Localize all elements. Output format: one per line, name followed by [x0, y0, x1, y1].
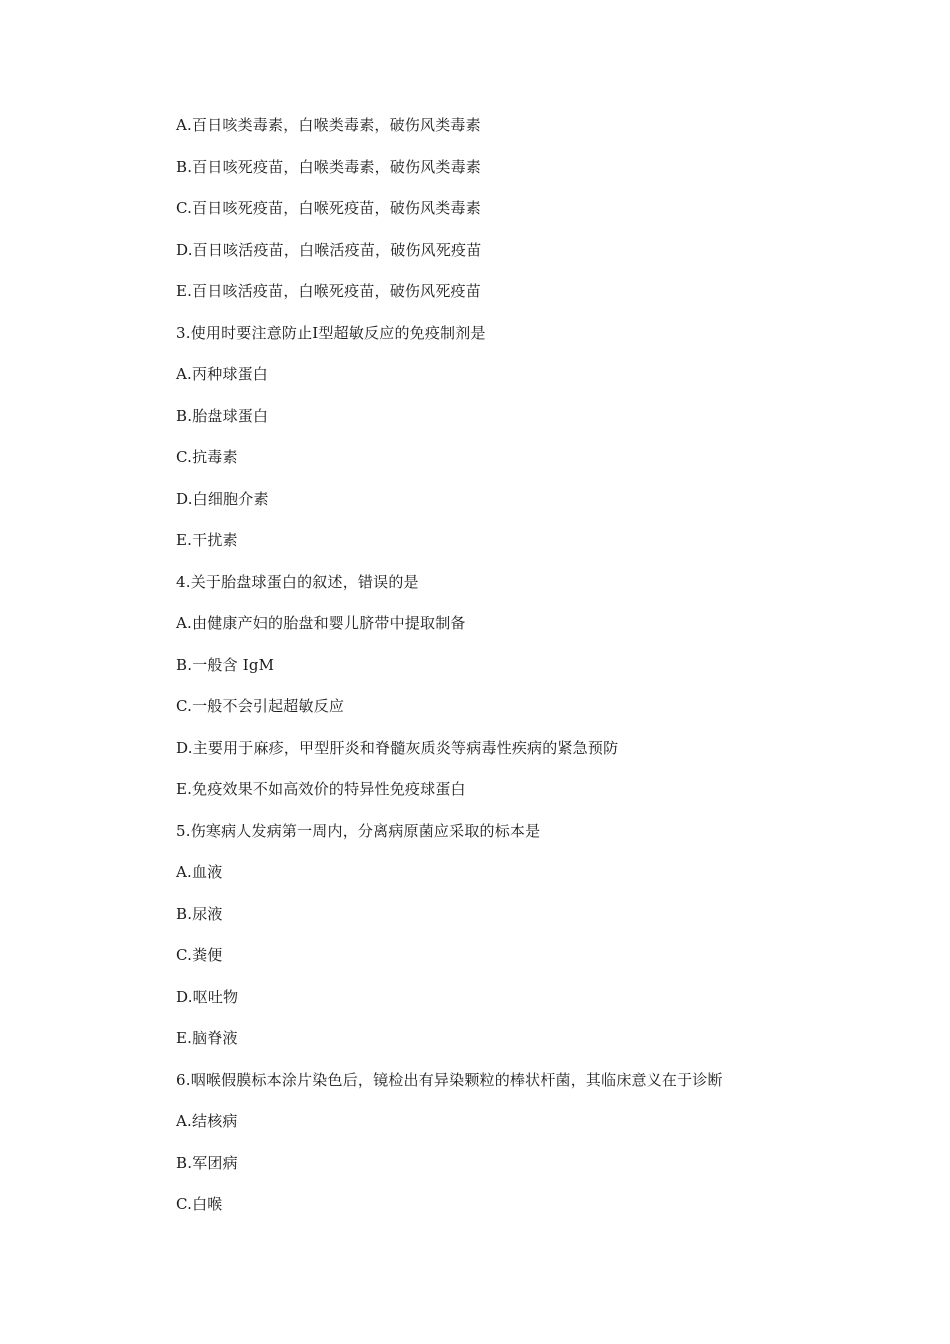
- question-line: 5.伤寒病人发病第一周内，分离病原菌应采取的标本是: [176, 821, 541, 840]
- question-line: 3.使用时要注意防止Ⅰ型超敏反应的免疫制剂是: [176, 323, 486, 342]
- option-line: B.尿液: [176, 904, 223, 923]
- option-line: C.粪便: [176, 946, 223, 964]
- option-line: A.结核病: [176, 1112, 238, 1130]
- option-line: E.干扰素: [176, 531, 238, 549]
- question-list: [176, 114, 896, 1235]
- option-line: D.白细胞介素: [176, 489, 269, 508]
- option-line: E.脑脊液: [176, 1029, 238, 1047]
- option-line: B.一般含 IgM: [176, 655, 275, 674]
- option-line: C.白喉: [176, 1195, 223, 1213]
- option-line: C.百日咳死疫苗，白喉死疫苗，破伤风类毒素: [176, 199, 481, 217]
- option-line: D.呕吐物: [176, 987, 239, 1006]
- option-line: A.由健康产妇的胎盘和婴儿脐带中提取制备: [176, 614, 466, 632]
- option-line: B.军团病: [176, 1153, 238, 1172]
- option-line: C.抗毒素: [176, 448, 238, 466]
- option-line: E.百日咳活疫苗，白喉死疫苗，破伤风死疫苗: [176, 282, 481, 300]
- option-line: C.一般不会引起超敏反应: [176, 697, 345, 715]
- option-line: D.主要用于麻疹，甲型肝炎和脊髓灰质炎等病毒性疾病的紧急预防: [176, 738, 619, 757]
- option-line: A.丙种球蛋白: [176, 365, 269, 383]
- option-line: A.百日咳类毒素，白喉类毒素，破伤风类毒素: [176, 116, 481, 134]
- option-line: E.免疫效果不如高效价的特异性免疫球蛋白: [176, 780, 466, 798]
- question-line: 6.咽喉假膜标本涂片染色后，镜检出有异染颗粒的棒状杆菌，其临床意义在于诊断: [176, 1070, 723, 1089]
- option-line: B.胎盘球蛋白: [176, 406, 269, 425]
- option-line: B.百日咳死疫苗，白喉类毒素，破伤风类毒素: [176, 157, 481, 176]
- option-line: A.血液: [176, 863, 223, 881]
- option-line: D.百日咳活疫苗，白喉活疫苗，破伤风死疫苗: [176, 240, 482, 259]
- question-line: 4.关于胎盘球蛋白的叙述，错误的是: [176, 572, 419, 591]
